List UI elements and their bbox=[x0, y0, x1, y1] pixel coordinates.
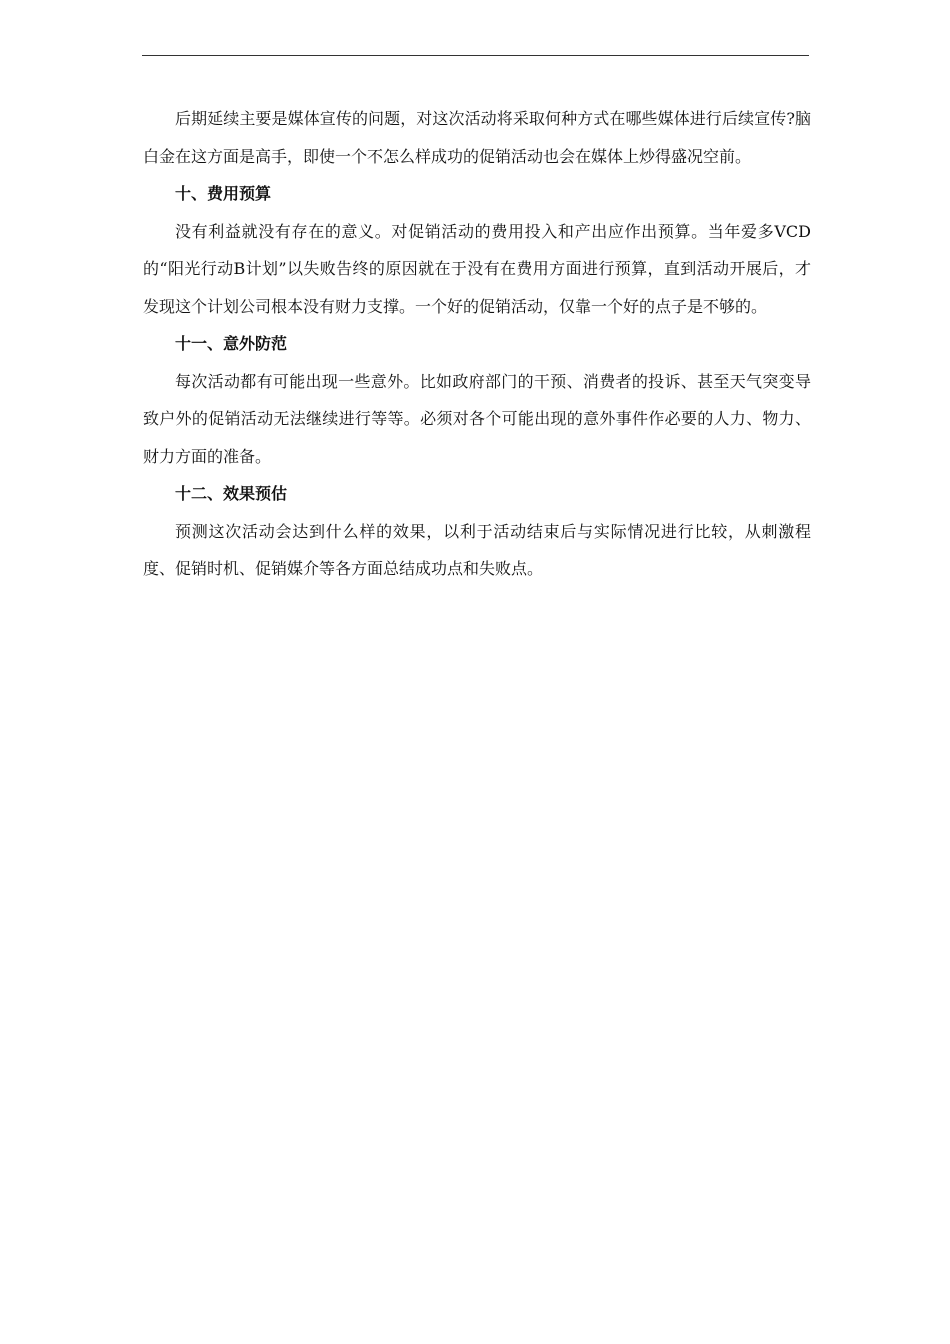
section-body-risk: 每次活动都有可能出现一些意外。比如政府部门的干预、消费者的投诉、甚至天气突变导致户外的促销活动无法继续进行等等。必须对各个可能出现的意外事件作必要的人力、物力、财力方面的准备。 bbox=[143, 371, 811, 466]
section-heading-budget: 十、费用预算 bbox=[175, 184, 272, 203]
section-heading-risk: 十一、意外防范 bbox=[175, 334, 288, 353]
header-rule bbox=[142, 55, 809, 56]
section-body-budget: 没有利益就没有存在的意义。对促销活动的费用投入和产出应作出预算。当年爱多VCD的“阳光行动B计划”以失败告终的原因就在于没有在费用方面进行预算，直到活动开展后，才发现这个计划公司根本没有财力支撑。一个好的促销活动，仅靠一个好的点子是不够的。 bbox=[143, 221, 811, 316]
document-body bbox=[143, 100, 811, 588]
section-body-effect: 预测这次活动会达到什么样的效果，以利于活动结束后与实际情况进行比较，从刺激程度、促销时机、促销媒介等各方面总结成功点和失败点。 bbox=[143, 521, 811, 578]
section-heading-effect: 十二、效果预估 bbox=[175, 484, 288, 503]
intro-paragraph: 后期延续主要是媒体宣传的问题，对这次活动将采取何种方式在哪些媒体进行后续宣传?脑白金在这方面是高手，即使一个不怎么样成功的促销活动也会在媒体上炒得盛况空前。 bbox=[143, 109, 811, 166]
